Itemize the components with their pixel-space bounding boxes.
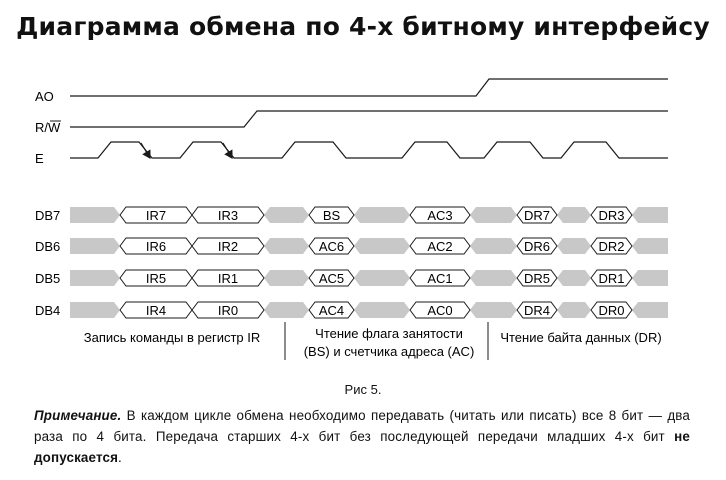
bus-cell-label: DR0 [598, 303, 625, 318]
bus-idle-segment [70, 302, 120, 318]
bus-idle-segment [470, 270, 517, 286]
bus-idle-segment [632, 238, 668, 254]
bus-idle-segment [470, 302, 517, 318]
bus-idle-segment [557, 238, 591, 254]
rw-label [35, 120, 61, 135]
bus-name-label: DB5 [35, 271, 61, 286]
bus-idle-segment [354, 302, 410, 318]
bus-row-db4 [35, 302, 668, 318]
bus-cell-label: IR0 [217, 303, 239, 318]
bus-cell-label: IR5 [145, 271, 167, 286]
bus-idle-segment [264, 207, 309, 223]
note-lead: Примечание. [34, 408, 122, 423]
bus-cell-label: DR3 [598, 208, 625, 223]
bus-idle-segment [354, 207, 410, 223]
phase-busy-label-2: (BS) и счетчика адреса (AC) [303, 344, 475, 359]
bus-cell-label: IR7 [145, 208, 167, 223]
bus-cell-label: DR7 [523, 208, 551, 223]
bus-row-db5 [35, 270, 668, 286]
bus-cell-label: AC5 [318, 271, 345, 286]
bus-cell-label: DR4 [523, 303, 551, 318]
bus-cell-label: BS [322, 208, 341, 223]
bus-idle-segment [70, 207, 120, 223]
bus-name-label: DB4 [35, 303, 61, 318]
note-paragraph [34, 405, 690, 468]
bus-cell-label: IR1 [217, 271, 239, 286]
phase-write-label: Запись команды в регистр IR [83, 330, 261, 345]
bus-idle-segment [632, 270, 668, 286]
bus-cell-label: DR1 [598, 271, 625, 286]
note-tail: . [118, 450, 122, 465]
rw-waveform [70, 111, 668, 127]
bus-idle-segment [557, 302, 591, 318]
ao-label: AO [35, 89, 54, 104]
bus-cell-label: AC2 [427, 239, 453, 254]
e-waveform [70, 142, 668, 158]
strobe-arrow-2 [223, 143, 232, 158]
note-emphasis: не допускается [34, 429, 691, 465]
bus-cell-label: AC0 [427, 303, 453, 318]
bus-cell-label: IR4 [145, 303, 167, 318]
bus-cell-label: DR6 [523, 239, 551, 254]
bus-idle-segment [632, 302, 668, 318]
bus-cell-label: AC1 [427, 271, 453, 286]
phase-read-label: Чтение байта данных (DR) [500, 330, 662, 345]
bus-idle-segment [264, 302, 309, 318]
bus-cell-label: AC4 [318, 303, 345, 318]
bus-idle-segment [354, 270, 410, 286]
bus-idle-segment [557, 270, 591, 286]
bus-idle-segment [264, 270, 309, 286]
bus-cell-label: DR2 [598, 239, 625, 254]
note-body: В каждом цикле обмена необходимо передавать (читать или писать) все 8 бит — два раза по 4 бита. Передача старших 4-х бит без последующей передачи младших 4-х бит [34, 408, 690, 444]
rw-label-text: R/W [35, 120, 61, 135]
page-title: Диаграмма обмена по 4-х битному интерфейсу [16, 12, 710, 41]
bus-idle-segment [470, 238, 517, 254]
figure-caption: Рис 5. [344, 382, 382, 397]
bus-cell-label: IR2 [217, 239, 239, 254]
bus-idle-segment [354, 238, 410, 254]
bus-idle-segment [470, 207, 517, 223]
bus-row-db6 [35, 238, 668, 254]
bus-idle-segment [632, 207, 668, 223]
bus-cell-label: DR5 [523, 271, 551, 286]
bus-name-label: DB7 [35, 208, 61, 223]
strobe-arrow-1 [141, 143, 150, 158]
bus-cell-label: IR6 [145, 239, 167, 254]
bus-name-label: DB6 [35, 239, 61, 254]
bus-idle-segment [70, 238, 120, 254]
bus-idle-segment [264, 238, 309, 254]
e-label: E [35, 151, 44, 166]
ao-waveform [70, 79, 668, 96]
bus-cell-label: AC6 [318, 239, 345, 254]
phase-busy-label-1: Чтение флага занятости [315, 326, 463, 341]
bus-rows [35, 207, 668, 318]
bus-row-db7 [35, 207, 668, 223]
bus-cell-label: IR3 [217, 208, 239, 223]
bus-idle-segment [70, 270, 120, 286]
bus-cell-label: AC3 [427, 208, 453, 223]
bus-idle-segment [557, 207, 591, 223]
